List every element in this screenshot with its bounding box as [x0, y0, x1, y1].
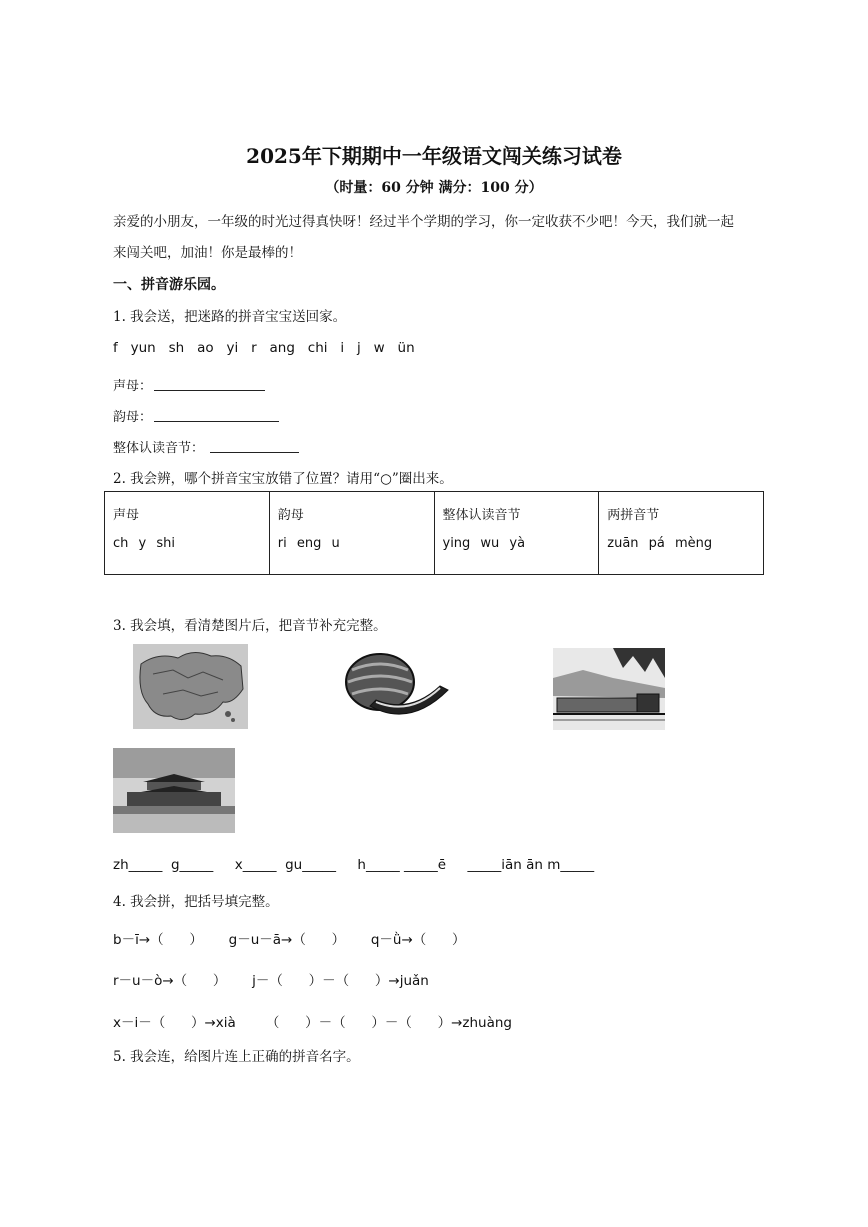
- q2-cell-values: zuān pá mèng: [607, 536, 713, 551]
- q2-prompt: 2. 我会辨，哪个拼音宝宝放错了位置？请用“○”圈出来。: [113, 471, 453, 487]
- intro-line-2: 来闯关吧，加油！你是最棒的！: [113, 245, 302, 261]
- train-picture: [553, 648, 665, 730]
- q1-zhengti-blank[interactable]: [210, 452, 299, 453]
- q2-cell-values: ch y shi: [113, 536, 175, 551]
- q2-cell-values: ying wu yà: [442, 536, 526, 551]
- q2-cell-yunmu[interactable]: [269, 492, 434, 575]
- q4-row-1[interactable]: b－ī→（ ） g－u－ā→（ ） q－ǜ→（ ）: [113, 932, 466, 948]
- q3-prompt: 3. 我会填，看清楚图片后，把音节补充完整。: [113, 618, 387, 634]
- q2-cell-head: 两拼音节: [607, 508, 660, 523]
- q1-prompt: 1. 我会送，把迷路的拼音宝宝送回家。: [113, 309, 347, 325]
- q4-row-2[interactable]: r－u－ò→（ ） j－（ ）－（ ）→juǎn: [113, 973, 429, 989]
- watermelon-picture: [340, 648, 452, 728]
- q2-cell-head: 韵母: [277, 508, 304, 523]
- q2-cell-shengmu[interactable]: [105, 492, 270, 575]
- map-picture: [133, 644, 248, 729]
- q4-row-3[interactable]: x－i－（ ）→xià （ ）－（ ）－（ ）→zhuàng: [113, 1015, 513, 1031]
- exam-info: （时量：60 分钟 满分：100 分）: [325, 180, 543, 196]
- page-title: 2025年下期期中一年级语文闯关练习试卷: [246, 144, 622, 168]
- q1-zhengti-label: 整体认读音节：: [113, 441, 205, 456]
- q4-prompt: 4. 我会拼，把括号填完整。: [113, 894, 279, 910]
- q3-fill-line[interactable]: zh_____ g_____ x_____ gu_____ h_____ _____ē _____iān ān m_____: [113, 857, 595, 873]
- section-1-title: 一、拼音游乐园。: [113, 277, 225, 293]
- q1-yunmu-blank[interactable]: [154, 421, 279, 422]
- q1-yunmu-label: 韵母：: [113, 410, 153, 425]
- q2-cell-head: 整体认读音节: [442, 508, 521, 523]
- tiananmen-picture: [113, 748, 235, 833]
- q2-cell-head: 声母: [113, 508, 140, 523]
- q1-shengmu-blank[interactable]: [154, 390, 265, 391]
- q2-cell-liangpin[interactable]: [599, 492, 764, 575]
- q2-table: [104, 491, 764, 575]
- q1-letters: f yun sh ao yi r ang chi i j w ün: [113, 340, 415, 356]
- intro-line-1: 亲爱的小朋友，一年级的时光过得真快呀！经过半个学期的学习，你一定收获不少吧！今天，我们就一起: [113, 214, 734, 230]
- q5-prompt: 5. 我会连，给图片连上正确的拼音名字。: [113, 1049, 360, 1065]
- q2-cell-zhengti[interactable]: [434, 492, 599, 575]
- q2-cell-values: ri eng u: [277, 536, 340, 551]
- q1-shengmu-label: 声母：: [113, 379, 153, 394]
